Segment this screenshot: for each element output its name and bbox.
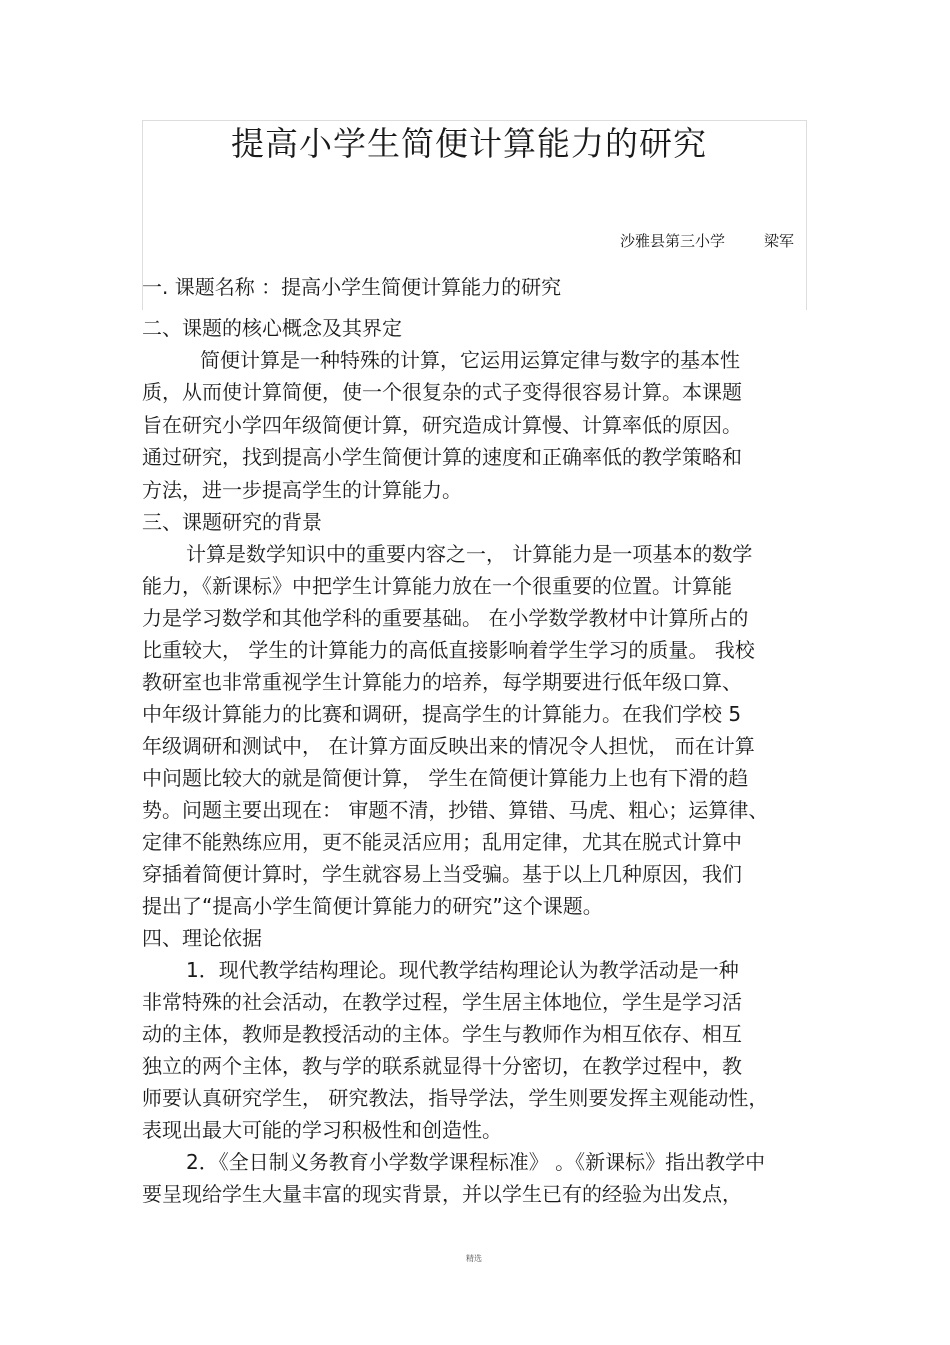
- paragraph-line: 提出了“提高小学生简便计算能力的研究”这个课题。: [142, 894, 603, 918]
- author-school: 沙雅县第三小学: [620, 232, 726, 250]
- paragraph-line: 教研室也非常重视学生计算能力的培养，每学期要进行低年级口算、: [142, 670, 742, 694]
- section-heading-core-concept: 二、课题的核心概念及其界定: [142, 316, 402, 340]
- paragraph-line: 中年级计算能力的比赛和调研，提高学生的计算能力。在我们学校 5: [142, 702, 742, 726]
- paragraph-line: 比重较大， 学生的计算能力的高低直接影响着学生学习的质量。 我校: [142, 638, 755, 662]
- paragraph-line: 年级调研和测试中， 在计算方面反映出来的情况令人担忧， 而在计算: [142, 734, 755, 758]
- paragraph-line: 质，从而使计算简便，使一个很复杂的式子变得很容易计算。本课题: [142, 380, 742, 404]
- paragraph-line: 表现出最大可能的学习积极性和创造性。: [142, 1118, 502, 1142]
- section-heading-topic-name: 一. 课题名称 ：提高小学生简便计算能力的研究: [142, 275, 562, 299]
- paragraph-line: 师要认真研究学生， 研究教法，指导学法，学生则要发挥主观能动性，: [142, 1086, 769, 1110]
- page-footer: 精选: [466, 1254, 482, 1263]
- paragraph-line: 非常特殊的社会活动，在教学过程，学生居主体地位，学生是学习活: [142, 990, 742, 1014]
- paragraph-line: 定律不能熟练应用，更不能灵活应用；乱用定律，尤其在脱式计算中: [142, 830, 742, 854]
- paragraph-line: 1．现代教学结构理论。现代教学结构理论认为教学活动是一种: [186, 958, 739, 982]
- paragraph-line: 中问题比较大的就是简便计算， 学生在简便计算能力上也有下滑的趋: [142, 766, 749, 790]
- paragraph-line: 计算是数学知识中的重要内容之一， 计算能力是一项基本的数学: [186, 542, 753, 566]
- paragraph-line: 简便计算是一种特殊的计算，它运用运算定律与数字的基本性: [200, 348, 740, 372]
- paragraph-line: 方法，进一步提高学生的计算能力。: [142, 478, 462, 502]
- paragraph-line: 动的主体，教师是教授活动的主体。学生与教师作为相互依存、相互: [142, 1022, 742, 1046]
- paragraph-line: 独立的两个主体，教与学的联系就显得十分密切，在教学过程中，教: [142, 1054, 742, 1078]
- paragraph-line: 力是学习数学和其他学科的重要基础。 在小学数学教材中计算所占的: [142, 606, 749, 630]
- paragraph-line: 旨在研究小学四年级简便计算，研究造成计算慢、计算率低的原因。: [142, 413, 742, 437]
- section-heading-theory: 四、理论依据: [142, 926, 262, 950]
- paragraph-line: 能力，《新课标》中把学生计算能力放在一个很重要的位置。计算能: [142, 574, 732, 598]
- paragraph-line: 势。问题主要出现在： 审题不清，抄错、算错、马虎、粗心；运算律、: [142, 798, 769, 822]
- author-name: 梁军: [764, 232, 795, 250]
- section-heading-background: 三、课题研究的背景: [142, 510, 322, 534]
- paragraph-line: 穿插着简便计算时，学生就容易上当受骗。基于以上几种原因，我们: [142, 862, 742, 886]
- paragraph-line: 通过研究，找到提高小学生简便计算的速度和正确率低的教学策略和: [142, 445, 742, 469]
- paragraph-line: 要呈现给学生大量丰富的现实背景，并以学生已有的经验为出发点，: [142, 1182, 742, 1206]
- document-title: 提高小学生简便计算能力的研究: [231, 124, 707, 163]
- paragraph-line: 2．《全日制义务教育小学数学课程标准》 。《新课标》指出教学中: [186, 1150, 766, 1174]
